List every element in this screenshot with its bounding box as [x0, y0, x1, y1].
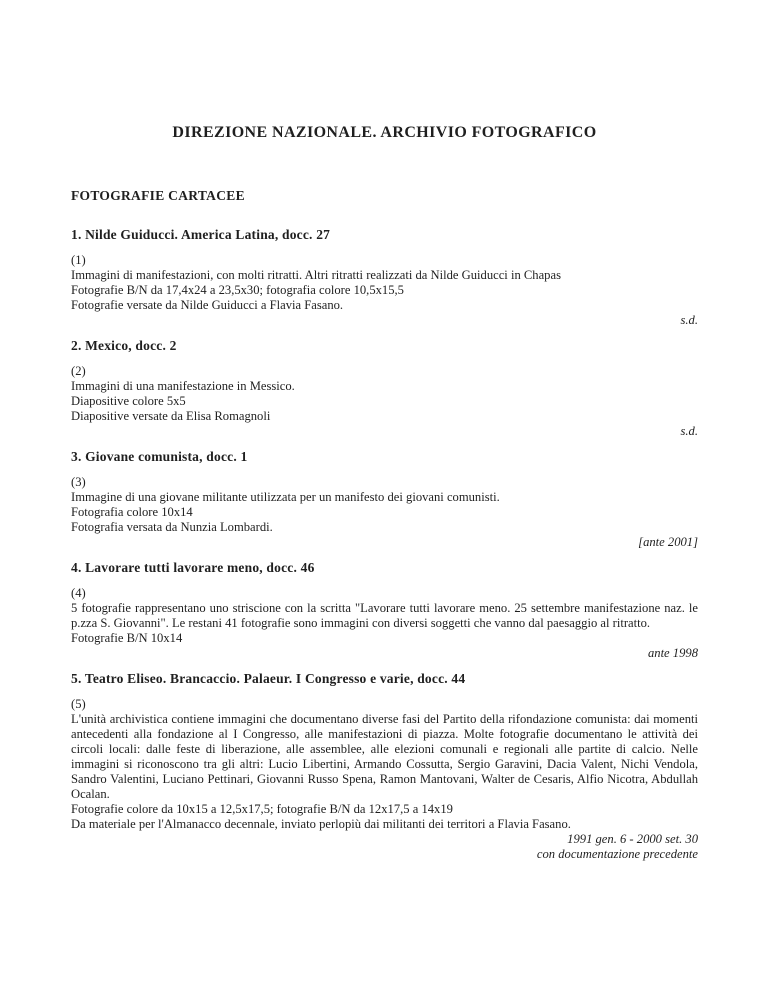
- entry-heading: 4. Lavorare tutti lavorare meno, docc. 46: [71, 560, 315, 575]
- entry-heading: 5. Teatro Eliseo. Brancaccio. Palaeur. I Congresso e varie, docc. 44: [71, 671, 466, 686]
- entry-paragraph: Diapositive colore 5x5: [71, 394, 186, 408]
- entry-dates: [71, 424, 698, 439]
- entry-paragraph: Immagini di manifestazioni, con molti ritratti. Altri ritratti realizzati da Nilde Guiducci in Chapas: [71, 268, 561, 282]
- archive-entry: [71, 338, 698, 439]
- entry-date: [ante 2001]: [638, 535, 698, 549]
- entry-date: con documentazione precedente: [536, 847, 698, 861]
- entry-heading: 3. Giovane comunista, docc. 1: [71, 449, 248, 464]
- archive-entry: [71, 560, 698, 661]
- entry-number: (4): [71, 586, 86, 600]
- sections-container: [71, 227, 698, 862]
- entry-paragraph: Diapositive versate da Elisa Romagnoli: [71, 409, 271, 423]
- entry-paragraph: Fotografia colore 10x14: [71, 505, 193, 519]
- entry-paragraph: Fotografie B/N da 17,4x24 a 23,5x30; fotografia colore 10,5x15,5: [71, 283, 404, 297]
- entry-body: [71, 379, 698, 424]
- entry-body: [71, 601, 698, 646]
- entry-paragraph: 5 fotografie rappresentano uno striscione con la scritta "Lavorare tutti lavorare meno. 25 settembre manifestazione naz. le p.zza S. Giovanni". Le restani 41 fotografie sono immagini con diversi soggetti che vanno dal paesaggio al ritratto.: [71, 601, 698, 630]
- document-subtitle: FOTOGRAFIE CARTACEE: [71, 188, 245, 203]
- entry-date: ante 1998: [647, 646, 698, 660]
- archive-entry: [71, 671, 698, 862]
- entry-dates: [71, 832, 698, 862]
- entry-dates: [71, 646, 698, 661]
- entry-date: s.d.: [680, 313, 698, 327]
- entry-number: (5): [71, 697, 86, 711]
- entry-date: s.d.: [680, 424, 698, 438]
- entry-paragraph: Immagini di una manifestazione in Messico.: [71, 379, 295, 393]
- entry-paragraph: L'unità archivistica contiene immagini che documentano diverse fasi del Partito della rifondazione comunista: dai momenti antecedenti alla fondazione al I Congresso, alle manifestazioni di piazza. Molte fotografie documentano le attività dei circoli locali: dalle feste di liberazione, alle assemblee, alle elezioni comunali e regionali alle partite di calcio. Nelle immagini si riconoscono tra gli altri: Lucio Libertini, Armando Cossutta, Sergio Garavini, Dacia Valent, Nichi Vendola, Sandro Valentini, Luciano Pettinari, Giovanni Russo Spena, Ramon Mantovani, Walter de Cesaris, Alfio Nicotra, Abdullah Ocalan.: [71, 712, 698, 801]
- entry-paragraph: Da materiale per l'Almanacco decennale, inviato perlopiù dai militanti dei territori a Flavia Fasano.: [71, 817, 571, 831]
- entry-date: 1991 gen. 6 - 2000 set. 30: [567, 832, 698, 846]
- entry-body: [71, 490, 698, 535]
- entry-body: [71, 268, 698, 313]
- entry-number: (1): [71, 253, 86, 267]
- archive-entry: [71, 449, 698, 550]
- entry-paragraph: Immagine di una giovane militante utilizzata per un manifesto dei giovani comunisti.: [71, 490, 500, 504]
- entry-body: [71, 712, 698, 832]
- archive-entry: [71, 227, 698, 328]
- document-title: DIREZIONE NAZIONALE. ARCHIVIO FOTOGRAFICO: [172, 124, 597, 141]
- entry-dates: [71, 313, 698, 328]
- entry-number: (3): [71, 475, 86, 489]
- entry-dates: [71, 535, 698, 550]
- entry-number: (2): [71, 364, 86, 378]
- entry-paragraph: Fotografie versate da Nilde Guiducci a Flavia Fasano.: [71, 298, 344, 312]
- entry-paragraph: Fotografie colore da 10x15 a 12,5x17,5; fotografie B/N da 12x17,5 a 14x19: [71, 802, 453, 816]
- entry-heading: 1. Nilde Guiducci. America Latina, docc. 27: [71, 227, 331, 242]
- entry-paragraph: Fotografia versata da Nunzia Lombardi.: [71, 520, 273, 534]
- entry-heading: 2. Mexico, docc. 2: [71, 338, 177, 353]
- entry-paragraph: Fotografie B/N 10x14: [71, 631, 183, 645]
